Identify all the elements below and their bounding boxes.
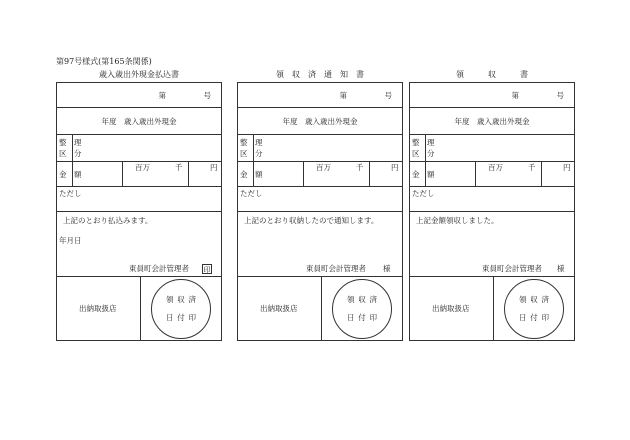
note-label: ただし <box>59 189 82 198</box>
form-number: 第97号様式(第165条関係) <box>56 57 152 66</box>
number-label: 第 号 <box>511 91 564 100</box>
note-label: ただし <box>412 189 435 198</box>
signer-label: 東員町会計管理者 <box>306 264 366 273</box>
unit-yen: 円 <box>563 163 571 172</box>
fiscal-label: 年度 歳入歳出外現金 <box>282 117 358 126</box>
statement-text: 上記のとおり払込みます。 <box>63 216 153 225</box>
category-label-1: 整 理 <box>240 138 263 147</box>
note-row <box>57 187 221 212</box>
receipt-date-stamp <box>504 279 564 339</box>
stamp-line-1: 領 収 済 <box>166 295 196 304</box>
stamp-line-1: 領 収 済 <box>347 295 377 304</box>
amount-row <box>57 162 221 187</box>
amount-row <box>238 162 402 187</box>
amount-label: 金 額 <box>59 170 82 179</box>
stamp-line-2: 日 付 印 <box>347 313 377 322</box>
note-row <box>238 187 402 212</box>
stamp-line-2: 日 付 印 <box>519 313 549 322</box>
category-row <box>238 135 402 162</box>
seal-mark: 印 <box>203 266 211 274</box>
category-label-2: 区 分 <box>412 149 435 158</box>
number-label: 第 号 <box>339 91 392 100</box>
notice-panel <box>237 82 403 341</box>
form-title-notice: 領 収 済 通 知 書 <box>276 70 364 79</box>
note-label: ただし <box>240 189 263 198</box>
receipt-date-stamp <box>332 279 392 339</box>
statement-area <box>410 212 574 277</box>
office-label: 出納取扱店 <box>79 304 117 313</box>
fiscal-row <box>238 108 402 135</box>
statement-text: 上記のとおり収納したので通知します。 <box>244 216 379 225</box>
fiscal-label: 年度 歳入歳出外現金 <box>454 117 530 126</box>
signer-suffix: 様 <box>383 264 391 273</box>
unit-yen: 円 <box>210 163 218 172</box>
unit-million: 百万 <box>135 163 150 172</box>
fiscal-row <box>410 108 574 135</box>
number-row <box>238 83 402 108</box>
note-row <box>410 187 574 212</box>
office-label: 出納取扱店 <box>432 304 470 313</box>
unit-million: 百万 <box>316 163 331 172</box>
number-row <box>57 83 221 108</box>
date-label: 年月日 <box>59 236 82 245</box>
number-row <box>410 83 574 108</box>
signer-label: 東員町会計管理者 <box>129 264 189 273</box>
statement-area <box>238 212 402 277</box>
signer-label: 東員町会計管理者 <box>482 264 542 273</box>
category-label-2: 区 分 <box>59 149 82 158</box>
unit-million: 百万 <box>488 163 503 172</box>
category-row <box>57 135 221 162</box>
payment-slip-panel <box>56 82 222 341</box>
category-label-2: 区 分 <box>240 149 263 158</box>
category-label-1: 整 理 <box>412 138 435 147</box>
amount-label: 金 額 <box>412 170 435 179</box>
category-label-1: 整 理 <box>59 138 82 147</box>
amount-label: 金 額 <box>240 170 263 179</box>
fiscal-row <box>57 108 221 135</box>
office-label: 出納取扱店 <box>260 304 298 313</box>
number-label: 第 号 <box>158 91 211 100</box>
amount-row <box>410 162 574 187</box>
statement-area <box>57 212 221 277</box>
form-title-payment: 歳入歳出外現金払込書 <box>99 70 179 79</box>
receipt-panel <box>409 82 575 341</box>
category-row <box>410 135 574 162</box>
stamp-line-2: 日 付 印 <box>166 313 196 322</box>
stamp-line-1: 領 収 済 <box>519 295 549 304</box>
unit-thousand: 千 <box>175 163 183 172</box>
unit-thousand: 千 <box>356 163 364 172</box>
unit-yen: 円 <box>391 163 399 172</box>
receipt-date-stamp <box>151 279 211 339</box>
fiscal-label: 年度 歳入歳出外現金 <box>101 117 177 126</box>
signer-suffix: 様 <box>557 264 565 273</box>
form-title-receipt: 領 収 書 <box>456 70 528 79</box>
unit-thousand: 千 <box>528 163 536 172</box>
statement-text: 上記金額領収しました。 <box>416 216 499 225</box>
